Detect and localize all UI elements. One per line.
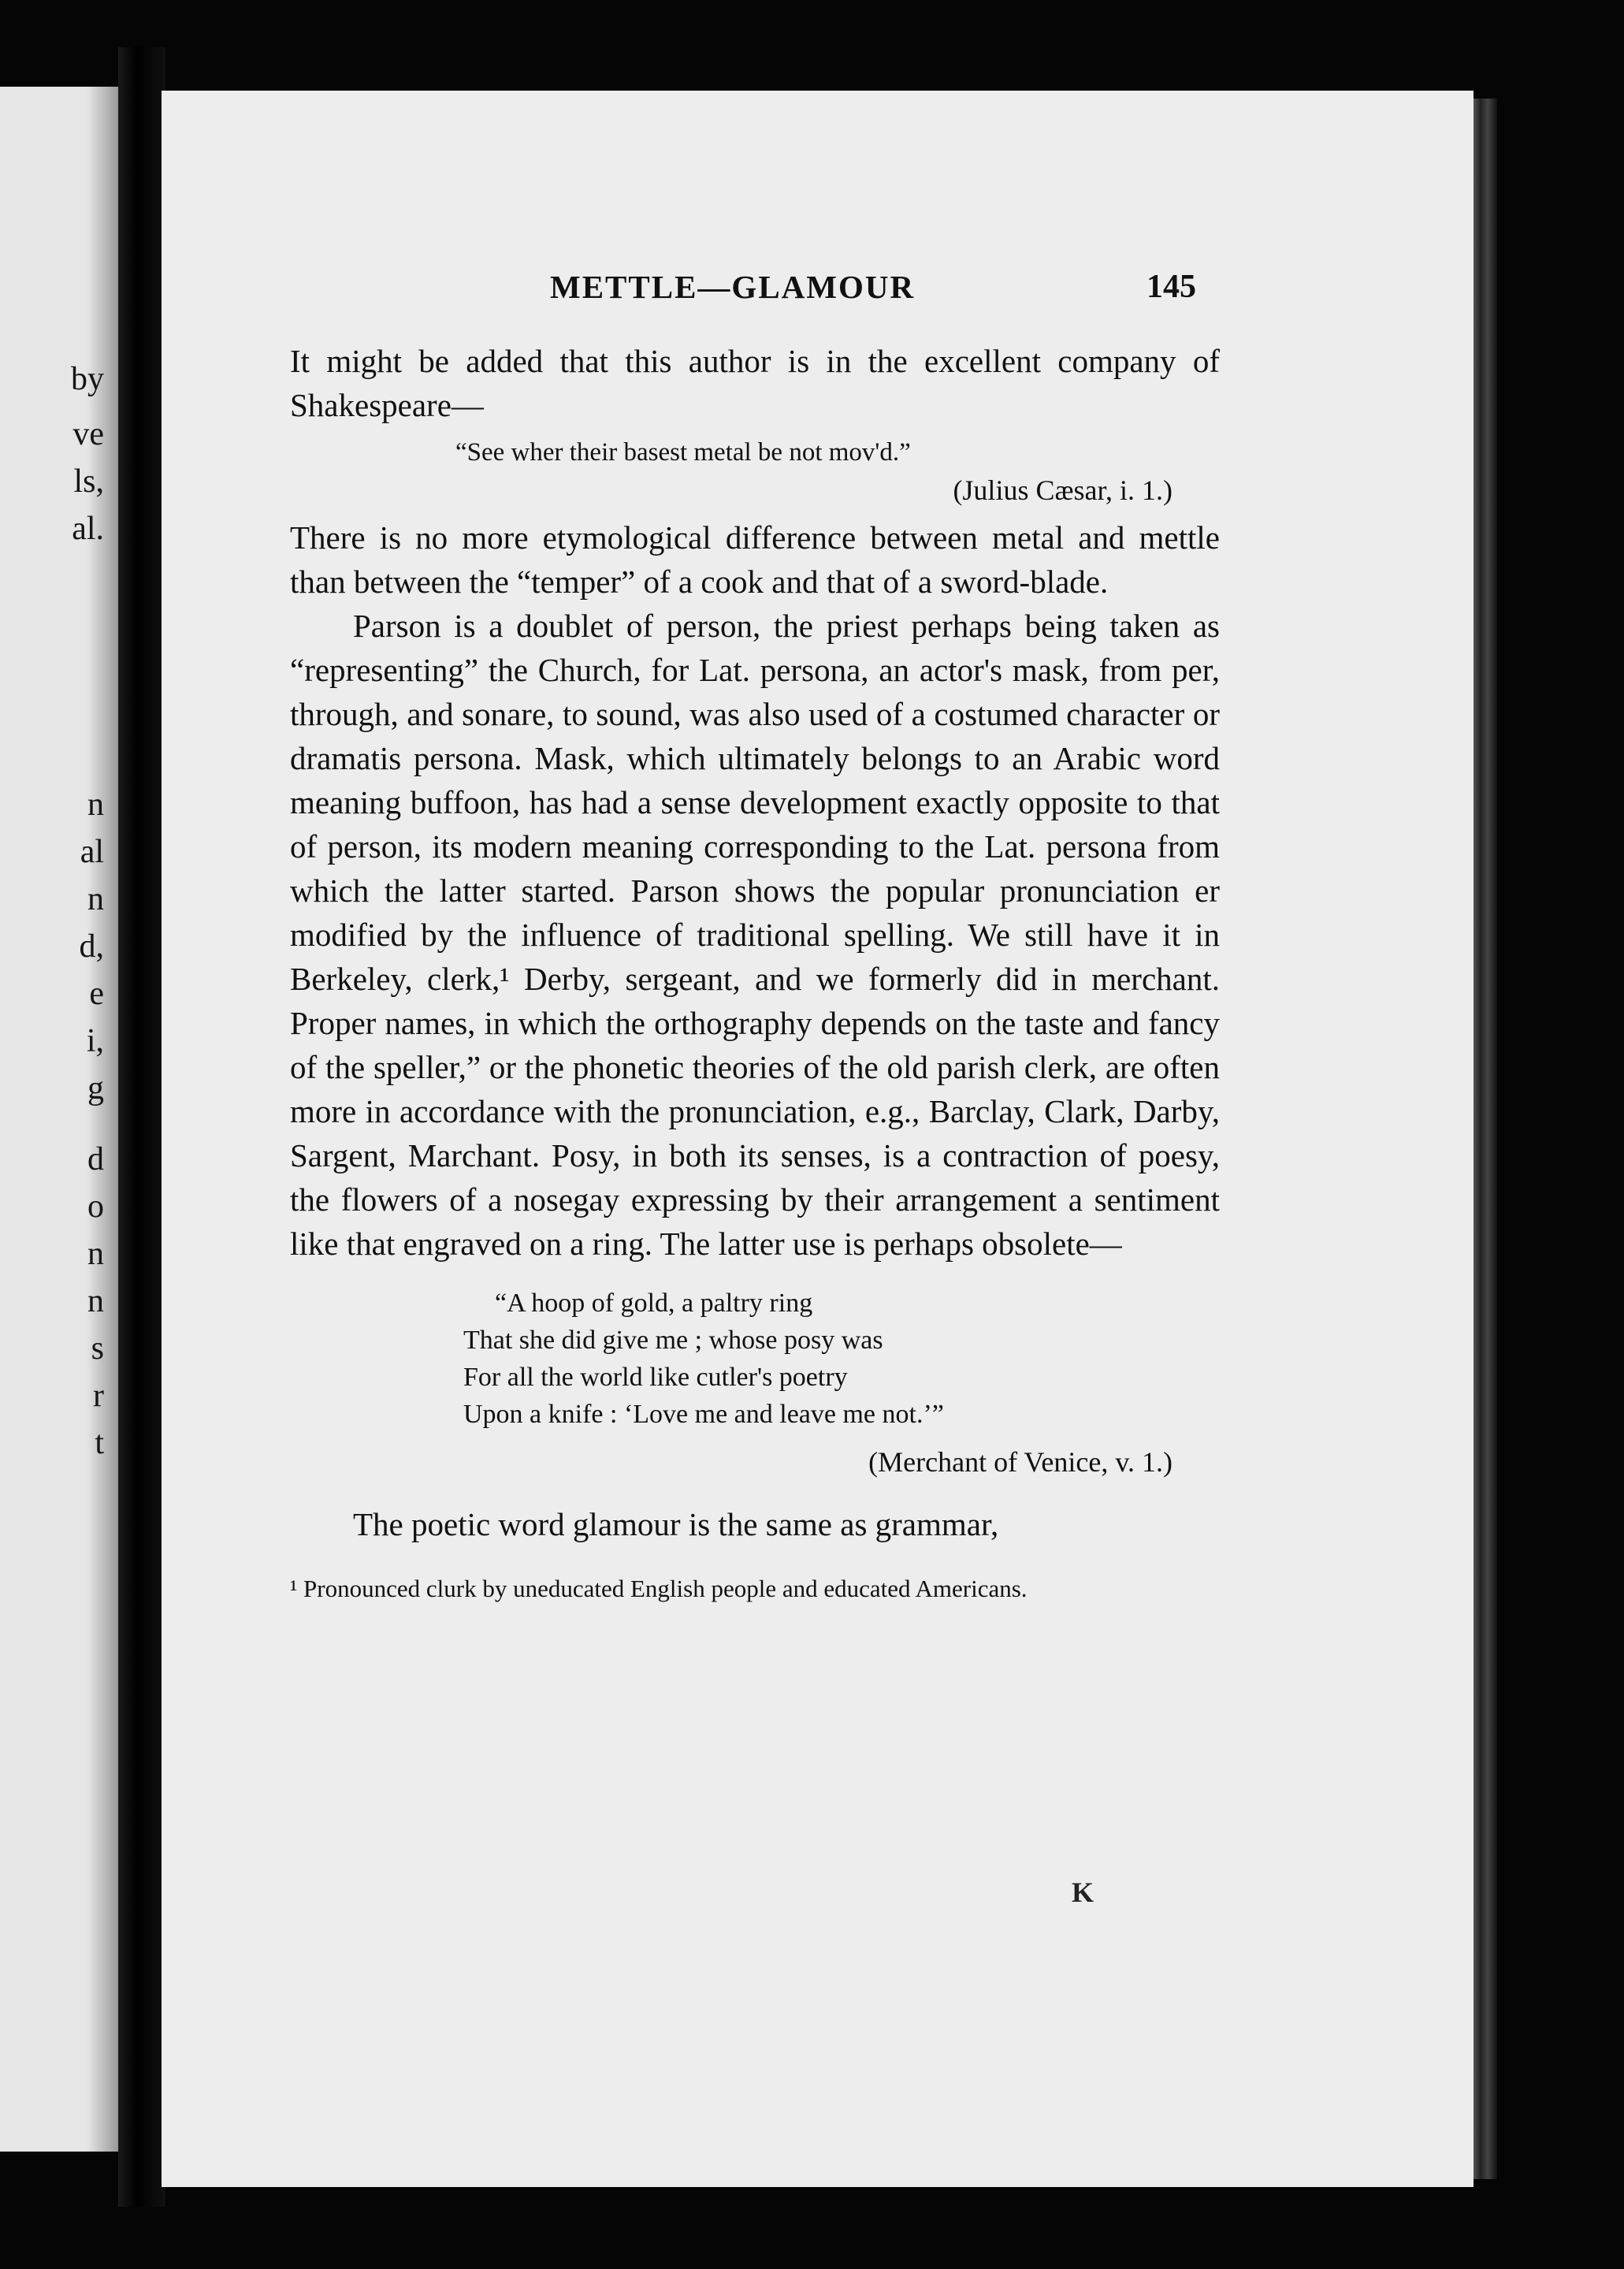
page-number: 145 [1146, 269, 1196, 305]
signature-mark: K [1072, 1877, 1094, 1908]
verse-quotation [290, 1285, 1220, 1433]
left-page-fragment: i, [86, 1023, 104, 1059]
left-page-fragment: ve [72, 416, 104, 452]
left-page-fragment: ls, [73, 463, 104, 500]
verse-line: That she did give me ; whose posy was [463, 1326, 883, 1355]
quotation [290, 433, 1220, 509]
verse-line: “A hoop of gold, a paltry ring [495, 1289, 813, 1318]
left-page-fragment: by [71, 361, 104, 397]
paragraph: Parson is a doublet of person, the priest perhaps being taken as “representing” the Church, for Lat. persona, an actor's mask, from per, through, and sonare, to sound, was also used of a costumed character or dramatis persona. Mask, which ultimately belongs to an Arabic word meaning buffoon, has had a sense development exactly opposite to that of person, its modern meaning corresponding to the Lat. persona from which the latter started. Parson shows the popular pronunciation er modified by the influence of traditional spelling. We still have it in Berkeley, clerk,¹ Derby, sergeant, and we formerly did in merchant. Proper names, in which the orthography depends on the taste and fancy of the speller,” or the phonetic theories of the old parish clerk, are often more in accordance with the pronunciation, e.g., Barclay, Clark, Darby, Sargent, Marchant. Posy, in both its senses, is a contraction of poesy, the flowers of a nosegay expressing by their arrangement a sentiment like that engraved on a ring. The latter use is perhaps obsolete— [290, 608, 1220, 1262]
left-page-fragment: r [93, 1378, 104, 1414]
left-page-fragment: o [87, 1188, 104, 1225]
left-page-fragment: al [80, 834, 104, 870]
left-page-fragment: n [87, 1283, 104, 1319]
previous-page-edge [0, 87, 118, 2152]
verse-citation: (Merchant of Venice, v. 1.) [868, 1446, 1172, 1478]
page-stack-edge [1473, 99, 1497, 2179]
quotation-line: “See wher their basest metal be not mov'd.” [455, 438, 911, 467]
quotation-citation: (Julius Cæsar, i. 1.) [953, 474, 1172, 506]
left-page-fragment: s [91, 1330, 104, 1367]
left-page-fragment: g [87, 1070, 104, 1107]
footnote: ¹ Pronounced clurk by uneducated English people and educated Americans. [290, 1575, 1028, 1602]
verse-line: Upon a knife : ‘Love me and leave me not.’” [463, 1400, 944, 1429]
paragraph: The poetic word glamour is the same as grammar, [353, 1506, 999, 1542]
left-page-fragment: al. [72, 511, 104, 547]
book-gutter [118, 47, 165, 2207]
left-page-fragment: n [87, 787, 104, 823]
verse-line: For all the world like cutler's poetry [463, 1363, 848, 1392]
paragraph: There is no more etymological difference between metal and mettle than between the “temper” of a cook and that of a sword-blade. [290, 519, 1220, 600]
left-page-fragment: n [87, 881, 104, 917]
page-header [290, 268, 1220, 323]
left-page-fragment: t [95, 1425, 104, 1461]
left-page-fragment: d [87, 1141, 104, 1177]
paragraph: It might be added that this author is in the excellent company of Shakespeare— [290, 343, 1220, 423]
page-content [290, 268, 1220, 1608]
left-page-fragment: n [87, 1236, 104, 1272]
running-head: METTLE—GLAMOUR [550, 269, 916, 305]
left-page-fragment: e [89, 976, 104, 1012]
left-page-fragment: d, [79, 928, 104, 965]
